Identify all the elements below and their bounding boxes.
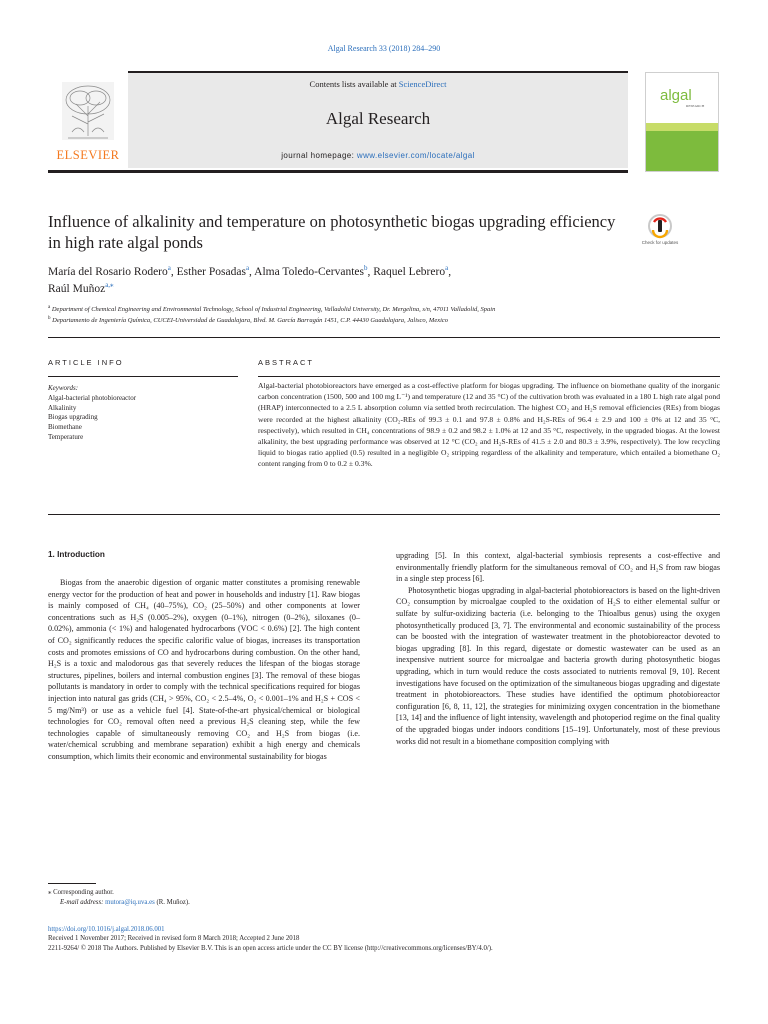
- abstract-bottom-rule: [48, 514, 720, 515]
- homepage-link[interactable]: www.elsevier.com/locate/algal: [356, 151, 475, 160]
- author-2[interactable]: Esther Posadas$^a$: [176, 264, 250, 278]
- received-dates: Received 1 November 2017; Received in revised form 8 March 2018; Accepted 2 June 2018: [48, 935, 300, 943]
- corresponding-author-note: ⁎ Corresponding author.: [48, 889, 114, 896]
- body-column-right: [396, 550, 720, 747]
- header-top-rule: [128, 71, 628, 73]
- email-label: E-mail address:: [60, 899, 106, 906]
- cover-stripe: [646, 131, 718, 171]
- affiliation-a: $^a$ Department of Chemical Engineering and Environmental Technology, School of Industrial Engineering, Valladolid University, Dr. Mergelina, s/n, 47011 Valladolid, Spain: [48, 304, 496, 313]
- author-4[interactable]: Raquel Lebrero$^a$: [373, 264, 449, 278]
- keyword: Algal-bacterial photobioreactor: [48, 393, 137, 402]
- article-info-heading: ARTICLE INFO: [48, 358, 124, 367]
- author-3[interactable]: Alma Toledo-Cervantes$^b$: [254, 264, 368, 278]
- introduction-heading: 1. Introduction: [48, 550, 105, 559]
- keyword: Biogas upgrading: [48, 413, 98, 422]
- keywords-block: [48, 384, 238, 443]
- abstract-rule: [258, 376, 720, 377]
- journal-cover-thumbnail: [645, 72, 719, 172]
- journal-homepage: [128, 151, 628, 160]
- author-1[interactable]: María del Rosario Rodero$^a$: [48, 264, 171, 278]
- abstract-heading: ABSTRACT: [258, 358, 315, 367]
- check-for-updates-label: Check for updates: [641, 240, 679, 245]
- keyword: Temperature: [48, 432, 84, 441]
- cover-subtitle: RESEARCH: [686, 104, 705, 108]
- keyword: Alkalinity: [48, 403, 77, 412]
- abstract-text: Algal-bacterial photobioreactors have emerged as a cost-effective platform for biogas upgrading. The influence on biomethane quality of the inorganic carbon concentration (1500, 500 and 100 mg L⁻¹) and temperature (12 and 35 °C) of the cultivation broth was evaluated in a 180 L high rate algal pond (HRAP) interconnected to a 2.5 L absorption column via settled broth recirculation. The highest CO₂ and H₂S removal efficiencies (REs) from biogas were recorded at the highest alkalinity (CO₂-REs of 99.3 ± 0.1 and 97.8 ± 0.8% and H₂S-REs of 96.4 ± 2.9 and 100 ± 0% at 12 and 35 °C, respectively), which resulted in CH₄ concentrations of 98.9 ± 0.2 and 98.2 ± 1.0% at 12 and 35 °C, respectively, in the upgraded biogas. At the lowest alkalinity, the best upgrading performance was observed at 12 °C (CO₂ and H₂S-REs of 41.5 ± 2.0 and 80.3 ± 3.9%, respectively). The low recycling liquid to biogas ratio applied (0.5) resulted in a negligible O₂ stripping regardless of the alkalinity and temperature, which entailed a biomethane O₂ content ranging from 0 to 0.2 ± 0.3%.: [258, 381, 720, 469]
- journal-reference[interactable]: Algal Research 33 (2018) 284–290: [327, 44, 441, 53]
- affiliation-b: $^b$ Departamento de Ingeniería Química, CUCEI-Universidad de Guadalajara, Blvd. M. García Barragán 1451, C.P. 44430 Guadalajara, Jalisco, Mexico: [48, 315, 449, 324]
- article-info-rule: [48, 376, 238, 377]
- sciencedirect-link[interactable]: ScienceDirect: [398, 79, 447, 89]
- keywords-label: Keywords:: [48, 384, 79, 392]
- footnote-rule: [48, 883, 96, 884]
- doi-link[interactable]: https://doi.org/10.1016/j.algal.2018.06.001: [48, 926, 165, 933]
- check-for-updates-icon[interactable]: [640, 212, 680, 252]
- email-note: [60, 898, 460, 907]
- license-line: 2211-9264/ © 2018 The Authors. Published by Elsevier B.V. This is an open access article under the CC BY license (http://creativecommons.org/licenses/BY/4.0/).: [48, 944, 493, 952]
- article-metadata: [48, 925, 728, 953]
- header-bottom-rule: [48, 170, 628, 173]
- email-suffix: (R. Muñoz).: [154, 899, 190, 906]
- keyword: Biomethane: [48, 423, 82, 432]
- paper-title: Influence of alkalinity and temperature on photosynthetic biogas upgrading efficiency in high rate algal ponds: [48, 212, 616, 252]
- body-column-left: [48, 577, 360, 763]
- homepage-prefix: journal homepage:: [281, 151, 357, 160]
- contents-available: [128, 79, 628, 89]
- cover-stripe-light: [646, 123, 718, 131]
- affiliation-divider: [48, 337, 720, 338]
- body-paragraph: upgrading [5]. In this context, algal-bacterial symbiosis represents a cost-effective and environmentally friendly platform for the simultaneous removal of CO₂ and H₂S from raw biogas in a single step process [6].: [396, 551, 720, 584]
- journal-title: Algal Research: [325, 109, 431, 128]
- author-list: María del Rosario Rodero$^a$, Esther Posadas$^a$, Alma Toledo-Cervantes$^b$, Raquel Lebrero$^a$, Raúl Muñoz$^{a,⁎}$: [48, 264, 452, 295]
- body-paragraph: Biogas from the anaerobic digestion of organic matter constitutes a promising renewable energy vector for the production of heat and power in households and industry [1]. Raw biogas is mainly composed of CH₄ (40–75%), CO₂ (25–50%) and other components at lower concentrations such as H₂S (0.005–2%), oxygen (0–1%), nitrogen (0–2%), siloxanes (0–0.02%), ammonia (< 1%) and halogenated hydrocarbons (VOC < 0.6%) [2]. The high content of CO₂ significantly reduces the specific calorific value of biogas, increases its transportation costs and promotes emissions of CO and hydrocarbons during combustion. On the other hand, H₂S is a toxic and malodorous gas that severely reduces the lifespan of the biogas storage structures, pipelines, boilers and internal combustion engines [3]. The removal of these biogas pollutants is mandatory in order to comply with the technical specifications required for biogas injection into natural gas grids (CH₄ > 95%, CO₂ < 2.5–4%, O₂ < 0.001–1% and H₂S + COS < 5 mg/Nm³) or use as a vehicle fuel [4]. State-of-the-art physical/chemical or biological technologies for CO₂ removal often need a previous H₂S cleaning step, while the few technologies capable of simultaneously removing CO₂ and H₂S from biogas (i.e. water/chemical scrubbing and membrane separation) exhibit a high energy and chemicals consumption, which limits their economic and environmental sustainability for biogas: [48, 578, 360, 761]
- author-5[interactable]: Raúl Muñoz$^{a,⁎}$: [48, 281, 114, 295]
- contents-prefix: Contents lists available at: [309, 79, 399, 89]
- cover-title: algal: [660, 87, 692, 104]
- body-paragraph: Photosynthetic biogas upgrading in algal-bacterial photobioreactors is based on the light-driven CO₂ consumption by microalgae coupled to the oxidation of H₂S to either elemental sulfur or sulfate by sulfur-oxidizing bacteria (i.e. belonging to the Thioalbus genus) using the oxygen photosynthetically produced [3, 7]. The environmental and economic sustainability of the process can be boosted with the integration of wastewater treatment in the photobioreactor devoted to biogas upgrading [8]. In this regard, digestate or domestic wastewater can be used as an inexpensive nutrient source for microalgae and bacteria growth during photosynthetic biogas upgrading, which in turn would reduce the costs associated to nutrients removal [9, 10]. Recent investigations have focused on the optimization of the simultaneous biogas upgrading and digestate treatment in photobioreactors. These studies have identified the optimum photobioreactor configuration [6, 8, 11, 12], the strategies for minimizing oxygen concentration in the biomethane [13, 14] and the influence of light intensity, wavelength and photoperiod regime on the final quality of the upgraded biogas under indoors conditions [15–19]. Unfortunately, most of these previous works did not result in a biomethane composition complying with: [396, 585, 720, 746]
- email-link[interactable]: mutora@iq.uva.es: [105, 899, 155, 906]
- elsevier-wordmark: ELSEVIER: [56, 148, 120, 162]
